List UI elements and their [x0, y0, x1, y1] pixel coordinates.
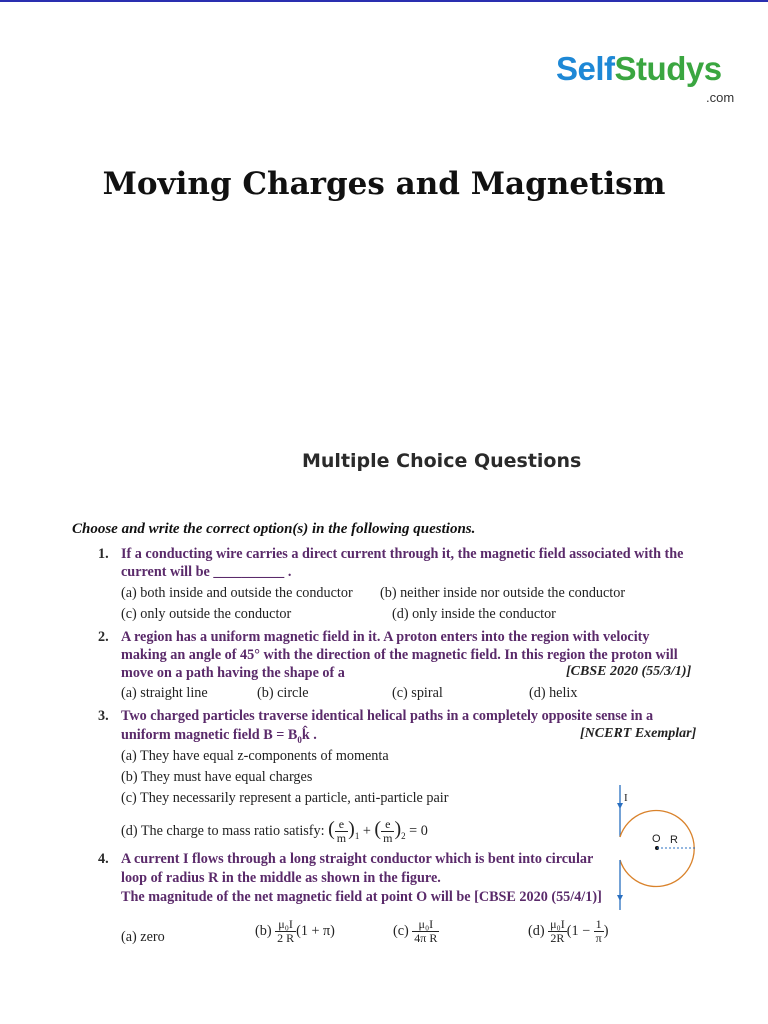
option-d: (d) only inside the conductor — [392, 606, 556, 622]
fraction — [412, 918, 439, 945]
logo-studys: Studys — [614, 50, 722, 87]
question-line: Two charged particles traverse identical helical paths in a completely opposite sense in a — [121, 708, 654, 724]
top-rule — [0, 0, 768, 2]
question-line: A region has a uniform magnetic field in it. A proton enters into the region with velocity — [121, 629, 650, 645]
option-label: (d) — [528, 922, 545, 939]
option-label: (c) — [393, 922, 409, 939]
question-line: current will be __________ . — [121, 564, 292, 580]
question-number: 1. — [98, 546, 109, 562]
logo-self: Self — [556, 50, 615, 87]
option-b — [255, 918, 335, 945]
page-title: Moving Charges and Magnetism — [102, 166, 666, 202]
option-a: (a) zero — [121, 929, 165, 945]
option-a: (a) They have equal z-components of momenta — [121, 748, 389, 764]
option-tail: ) — [603, 922, 609, 939]
equals-zero: = 0 — [409, 823, 428, 839]
fraction — [335, 818, 348, 845]
section-heading: Multiple Choice Questions — [302, 450, 582, 472]
option-c — [393, 918, 439, 945]
option-a: (a) both inside and outside the conductor — [121, 585, 353, 601]
option-b: (b) They must have equal charges — [121, 769, 313, 785]
option-d: (d) helix — [529, 685, 578, 701]
fraction — [381, 818, 394, 845]
question-line: The magnitude of the net magnetic field at point O will be [CBSE 2020 (55/4/1)] — [121, 889, 602, 905]
numerator: 1 — [594, 918, 604, 932]
question-line: loop of radius R in the middle as shown in the figure. — [121, 870, 441, 886]
numerator: μ₀I — [275, 918, 296, 932]
fraction — [594, 918, 604, 945]
denominator: 2 R — [277, 931, 295, 945]
question-line — [121, 726, 317, 749]
current-label: I — [624, 792, 628, 804]
numerator: μ₀I — [412, 918, 439, 932]
denominator: 4π R — [414, 931, 438, 945]
logo-domain: .com — [706, 90, 735, 105]
denominator: m — [383, 831, 393, 846]
question-number: 2. — [98, 629, 109, 645]
circular-loop-figure — [600, 785, 700, 910]
selfstudys-logo[interactable] — [556, 52, 722, 85]
option-b: (b) neither inside nor outside the conductor — [380, 585, 626, 601]
option-a: (a) straight line — [121, 685, 208, 701]
numerator: e — [335, 818, 348, 832]
option-label: (b) — [255, 922, 272, 939]
option-c: (c) spiral — [392, 685, 443, 701]
unit-vector: k̂ . — [301, 727, 317, 743]
denominator: π — [595, 931, 602, 945]
option-d-text: (d) The charge to mass ratio satisfy: — [121, 823, 325, 839]
instruction: Choose and write the correct option(s) in the following questions. — [72, 521, 476, 537]
question-number: 3. — [98, 708, 109, 724]
numerator: μ₀I — [550, 917, 565, 931]
subscript: 2 — [401, 830, 406, 841]
option-b: (b) circle — [257, 685, 309, 701]
question-line: move on a path having the shape of a — [121, 665, 345, 681]
numerator: e — [381, 818, 394, 832]
denominator: 2R — [550, 931, 565, 945]
fraction — [548, 918, 567, 945]
question-text: uniform magnetic field B = B — [121, 727, 298, 743]
question-number: 4. — [98, 851, 109, 867]
subscript: 0 — [297, 734, 302, 745]
arrow-down-icon — [617, 803, 623, 809]
question-source: [NCERT Exemplar] — [580, 726, 697, 741]
point-label: O — [652, 833, 661, 845]
option-c: (c) They necessarily represent a particle, anti-particle pair — [121, 790, 449, 806]
option-d: (d) The charge to mass ratio satisfy: ( $\frac{e}{m}$ )$_1$ + ( $\frac{e}{m}$ )$_2 = 0$ — [121, 817, 428, 846]
question-line: A current I flows through a long straight conductor which is bent into circular — [121, 851, 594, 867]
question-line: making an angle of 45° with the direction of the magnetic field. In this region the proton will — [121, 647, 678, 663]
arrow-down-icon — [617, 895, 623, 901]
denominator: m — [336, 831, 347, 846]
fraction — [275, 918, 296, 945]
subscript: 1 — [354, 830, 360, 841]
question-source: [CBSE 2020 (55/3/1)] — [566, 664, 692, 679]
option-c: (c) only outside the conductor — [121, 606, 292, 622]
option-tail: (1 + π) — [296, 922, 335, 939]
option-d — [528, 918, 608, 945]
option-tail: (1 − — [566, 922, 591, 939]
question-line: If a conducting wire carries a direct current through it, the magnetic field associated with the — [121, 546, 684, 562]
radius-label: R — [670, 834, 678, 846]
